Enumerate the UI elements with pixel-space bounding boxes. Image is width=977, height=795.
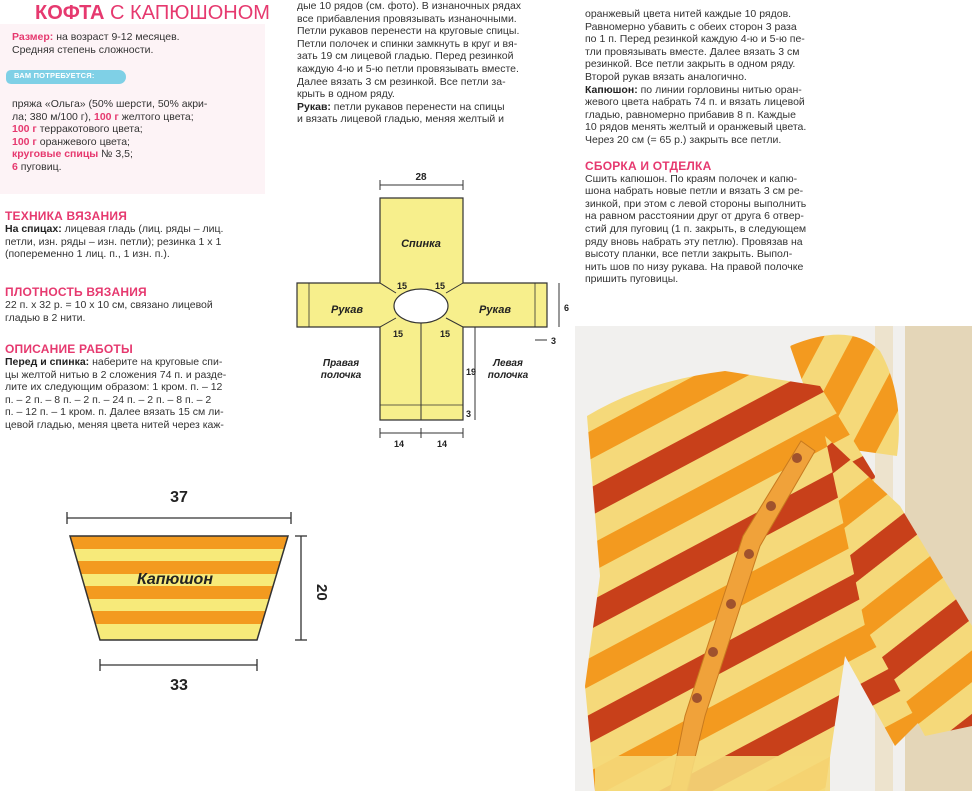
dim-15: 15 xyxy=(440,329,451,339)
col3-line: Второй рукав вязать аналогично. xyxy=(585,70,747,83)
hood-stripes xyxy=(55,536,315,640)
buttons-count: 6 xyxy=(12,160,18,173)
right-front-label-2: полочка xyxy=(320,370,362,381)
dim-15: 15 xyxy=(435,281,446,291)
col3-line: тли провязывать вместе. Далее вязать 3 см xyxy=(585,45,800,58)
col2-line: Петли рукавов перенести на круговые спицы. xyxy=(297,25,520,38)
work-line: п. – 2 п. – 8 п. – 2 п. – 24 п. – 2 п. – 8 п. – 2 xyxy=(5,393,212,406)
work-line: лите их следующим образом: 1 кром. п. – 12 xyxy=(5,381,223,394)
button-icon xyxy=(766,501,776,511)
col2-line: петли рукавов перенести на спицы xyxy=(330,100,505,113)
dim-3b: 3 xyxy=(466,409,472,419)
difficulty-text: Средняя степень сложности. xyxy=(12,43,154,56)
col3-line: Сшить капюшон. По краям полочек и капю- xyxy=(585,172,798,185)
amount-yellow: 100 г xyxy=(93,110,119,123)
gauge-heading: ПЛОТНОСТЬ ВЯЗАНИЯ xyxy=(5,285,147,299)
size-label: Размер: xyxy=(12,31,54,43)
sleeve-label: Рукав: xyxy=(297,100,331,113)
button-icon xyxy=(792,453,802,463)
technique-label: На спицах: xyxy=(5,223,62,235)
col3-line: Через 20 см (= 65 р.) закрыть все петли. xyxy=(585,133,782,146)
col2-line: крыть в одном ряду. xyxy=(297,88,395,101)
col2-line: каждую 4-ю и 5-ю петли провязывать вместе. xyxy=(297,62,519,75)
amount-terracotta: 100 г xyxy=(12,123,37,136)
size-value: на возраст 9-12 месяцев. xyxy=(56,31,180,43)
col3-line: 10 рядов менять желтый и оранжевый цвета. xyxy=(585,121,807,134)
dim-3: 3 xyxy=(551,336,557,346)
col2-line: зать 19 см лицевой гладью. Перед резинкой xyxy=(297,50,514,63)
hood-text-label: Капюшон: xyxy=(585,83,638,96)
title-rest: С КАПЮШОНОМ xyxy=(110,2,270,24)
stripe-yellow xyxy=(55,624,315,640)
work-line: цы желтой нитью в 2 сложения 74 п. и разде- xyxy=(5,368,227,381)
assembly-heading: СБОРКА И ОТДЕЛКА xyxy=(585,158,712,173)
stripe-yellow xyxy=(55,599,315,611)
col2-line: и вязать лицевой гладью, меняя желтый и xyxy=(297,113,505,126)
needles-size: № 3,5; xyxy=(98,148,133,161)
column-2-text xyxy=(297,0,565,126)
button-icon xyxy=(726,599,736,609)
left-sleeve-label: Рукав xyxy=(331,304,363,316)
col3-line: оранжевый цвета нитей каждые 10 рядов. xyxy=(585,8,792,20)
col3-line: высоту планки, все петли закрыть. Выпол- xyxy=(585,248,793,261)
neckline xyxy=(394,289,448,323)
col3-line: пришить пуговицы. xyxy=(585,273,679,286)
dim-28: 28 xyxy=(415,172,427,183)
ribbed-hem xyxy=(595,756,830,791)
gauge-line: 22 п. х 32 р. = 10 х 10 см, связано лицевой xyxy=(5,299,213,311)
cardigan-photo xyxy=(575,326,972,791)
button-icon xyxy=(708,647,718,657)
materials-line: желтого цвета; xyxy=(118,110,194,123)
col2-line: Петли полочек и спинки замкнуть в круг и вя- xyxy=(297,37,518,50)
materials-ribbon xyxy=(6,70,126,84)
dim-15: 15 xyxy=(393,329,404,339)
hood-dim-top: 37 xyxy=(170,489,188,506)
materials-line: ла; 380 м/100 г), xyxy=(12,110,94,123)
hood-label: Капюшон xyxy=(136,571,214,588)
size-block xyxy=(12,31,262,56)
col3-line: жевого цвета набрать 74 п. и вязать лицевой xyxy=(585,96,805,109)
col3-line: резинкой. Все петли закрыть в одном ряду. xyxy=(585,58,796,71)
work-section xyxy=(5,342,270,432)
dim-6: 6 xyxy=(564,303,570,313)
gauge-section xyxy=(5,285,270,324)
hood-dim-bottom: 33 xyxy=(170,677,188,694)
amount-orange: 100 г xyxy=(12,135,37,148)
materials-line: терракотового цвета; xyxy=(36,123,143,136)
materials-line: пряжа «Ольга» (50% шерсти, 50% акри- xyxy=(12,98,208,110)
back-label: Спинка xyxy=(401,238,441,250)
title-bold: КОФТА xyxy=(35,2,105,24)
col2-line: Далее вязать 3 см резинкой. Все петли за- xyxy=(297,75,506,88)
technique-line: (попеременно 1 лиц. п., 1 изн. п.). xyxy=(5,248,170,261)
technique-section xyxy=(5,209,270,261)
right-front-label: Правая xyxy=(322,358,360,369)
col3-line: зинкой, при этом с левой стороны выполнить xyxy=(585,197,807,210)
work-line: цевой гладью, меняя цвета нитей через каж- xyxy=(5,418,224,431)
hood-diagram xyxy=(55,478,345,698)
column-3-text xyxy=(585,8,860,286)
col3-line: стий для пуговиц (1 п. закрыть, в следующем xyxy=(585,222,807,235)
gauge-line: гладью в 2 нити. xyxy=(5,311,86,324)
work-label: Перед и спинка: xyxy=(5,356,90,368)
buttons-label: пуговиц. xyxy=(17,160,62,173)
materials-list xyxy=(12,98,262,174)
col3-line: по 1 п. Перед резинкой каждую 4-ю и 5-ю пе- xyxy=(585,33,805,46)
work-line: наберите на круговые спи- xyxy=(89,356,223,368)
dim-14: 14 xyxy=(393,439,405,449)
left-front-label: Левая xyxy=(493,358,523,369)
cardigan-illustration xyxy=(575,326,972,791)
col3-line: ряду вновь набрать эту петлю). Провязав на xyxy=(585,235,803,248)
left-front-label-2: полочка xyxy=(487,370,529,381)
stripe-yellow xyxy=(55,549,315,561)
dim-15: 15 xyxy=(397,281,408,291)
col2-line: дые 10 рядов (см. фото). В изнаночных рядах xyxy=(297,0,522,12)
col3-line: по линии горловины нитью оран- xyxy=(637,83,802,96)
col3-line: гладью, равномерно прибавив 8 п. Каждые xyxy=(585,108,796,121)
col3-line: нить шов по низу рукава. На правой полочке xyxy=(585,260,804,273)
needles-label: круговые спицы xyxy=(12,148,99,161)
garment-schema xyxy=(285,165,575,455)
col3-line: на равном расстоянии друг от друга 6 отвер- xyxy=(585,210,804,223)
stripe-orange xyxy=(55,536,315,549)
button-icon xyxy=(744,549,754,559)
technique-heading: ТЕХНИКА ВЯЗАНИЯ xyxy=(5,209,128,223)
right-sleeve-label: Рукав xyxy=(479,304,511,316)
col2-line: все прибавления провязывать изнаночными. xyxy=(297,12,517,25)
technique-line: лицевая гладь (лиц. ряды – лиц. xyxy=(61,223,224,235)
button-icon xyxy=(692,693,702,703)
technique-line: петли, изн. ряды – изн. петли); резинка 1 х 1 xyxy=(5,235,222,248)
page-title xyxy=(35,2,270,25)
col3-line: Равномерно убавить с обеих сторон 3 раза xyxy=(585,20,797,33)
materials-line: оранжевого цвета; xyxy=(36,135,130,148)
dim-19: 19 xyxy=(466,367,477,377)
ribbon-label: ВАМ ПОТРЕБУЕТСЯ: xyxy=(14,71,95,80)
dim-14: 14 xyxy=(436,439,448,449)
work-heading: ОПИСАНИЕ РАБОТЫ xyxy=(5,342,133,356)
work-line: п. – 12 п. – 1 кром. п. Далее вязать 15 см ли- xyxy=(5,406,224,419)
col3-line: шона набрать новые петли и вязать 3 см ре- xyxy=(585,185,804,198)
hood-dim-side: 20 xyxy=(313,584,330,601)
